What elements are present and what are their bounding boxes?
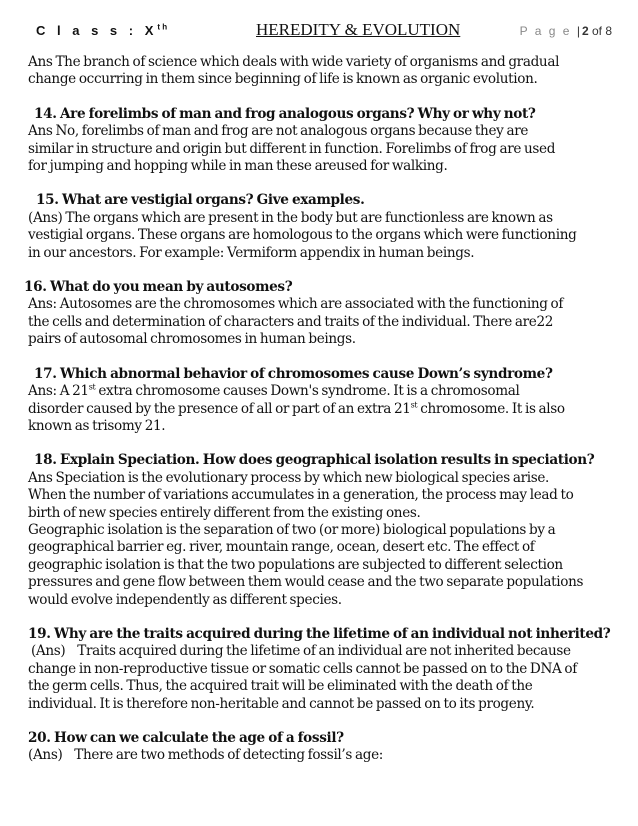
answer-line: geographical barrier eg. river, mountain range, ocean, desert etc. The effect of	[28, 539, 535, 556]
answer-line: When the number of variations accumulates in a generation, the process may lead to	[28, 487, 574, 504]
answer-line: Ans Speciation is the evolutionary process by which new biological species arise.	[28, 469, 550, 486]
question-block-20	[28, 730, 612, 765]
answer-line: (Ans) The organs which are present in the body but are functionless are known as	[28, 209, 553, 226]
answer-line: in our ancestors. For example: Vermiform appendix in human beings.	[28, 244, 475, 261]
answer-line: change in non-reproductive tissue or somatic cells cannot be passed on to the DNA of	[28, 660, 577, 677]
answer-line: pairs of autosomal chromosomes in human beings.	[28, 331, 356, 348]
answer-line: Ans No, forelimbs of man and frog are not analogous organs because they are	[28, 123, 529, 140]
question-block-16	[24, 279, 612, 349]
ordinal-superscript: st	[88, 382, 96, 392]
question-block-15	[28, 192, 612, 262]
question-heading: 18. Explain Speciation. How does geographical isolation results in speciation?	[34, 452, 595, 469]
answer-line: Geographic isolation is the separation of two (or more) biological populations by a	[28, 521, 556, 538]
question-heading: 15. What are vestigial organs? Give examples.	[36, 192, 365, 209]
answer-line: similar in structure and origin but different in function. Forelimbs of frog are used	[28, 140, 556, 157]
answer-line: known as trisomy 21.	[28, 417, 166, 434]
question-block-18	[28, 452, 612, 609]
answer-line: would evolve independently as different species.	[28, 591, 342, 608]
answer-line: Ans: Autosomes are the chromosomes which are associated with the functioning of	[28, 296, 564, 313]
document-body	[24, 54, 612, 765]
total-pages: of 8	[591, 24, 612, 38]
question-heading: 17. Which abnormal behavior of chromosomes cause Down’s syndrome?	[34, 365, 553, 382]
page-separator: |	[576, 24, 580, 38]
page-header	[28, 20, 612, 42]
question-block-14	[28, 106, 612, 176]
question-heading: 16. What do you mean by autosomes?	[24, 279, 293, 296]
answer-line: pressures and gene flow between them would cease and the two separate populations	[28, 574, 584, 591]
current-page: 2	[581, 24, 589, 38]
intro-answer	[28, 54, 612, 89]
answer-line: individual. It is therefore non-heritable and cannot be passed on to its progeny.	[28, 695, 535, 712]
answer-line: geographic isolation is that the two populations are subjected to different selection	[28, 556, 563, 573]
answer-line: disorder caused by the presence of all or part of an extra 21st chromosome. It is also	[28, 399, 565, 417]
answer-line: change occurring in them since beginning of life is known as organic evolution.	[28, 71, 538, 88]
answer-line: the cells and determination of characters and traits of the individual. There are22	[28, 313, 554, 330]
answer-line: Ans The branch of science which deals with wide variety of organisms and gradual	[28, 54, 560, 70]
page-title: HEREDITY & EVOLUTION	[256, 20, 461, 39]
question-heading: 14. Are forelimbs of man and frog analogous organs? Why or why not?	[34, 105, 536, 122]
answer-line: vestigial organs. These organs are homologous to the organs which were functioning	[28, 227, 577, 244]
question-heading: 19. Why are the traits acquired during the lifetime of an individual not inherited?	[28, 625, 611, 642]
page-word: P a g e	[519, 24, 572, 38]
ordinal-superscript: st	[410, 399, 418, 409]
answer-line: (Ans) Traits acquired during the lifetime of an individual are not inherited because	[28, 643, 571, 660]
answer-line: the germ cells. Thus, the acquired trait will be eliminated with the death of the	[28, 678, 533, 695]
answer-line: (Ans) There are two methods of detecting fossil’s age:	[28, 747, 384, 764]
question-heading: 20. How can we calculate the age of a fossil?	[28, 730, 344, 746]
page-number	[520, 24, 612, 38]
answer-line: birth of new species entirely different from the existing ones.	[28, 504, 421, 521]
class-superscript: t h	[157, 22, 168, 32]
class-label: C l a s s : $X^{t h}$	[36, 22, 168, 38]
question-block-17	[28, 366, 612, 436]
answer-line: for jumping and hopping while in man these areused for walking.	[28, 158, 448, 175]
answer-line: Ans: A 21st extra chromosome causes Down's syndrome. It is a chromosomal	[28, 382, 520, 400]
question-block-19	[28, 626, 612, 713]
